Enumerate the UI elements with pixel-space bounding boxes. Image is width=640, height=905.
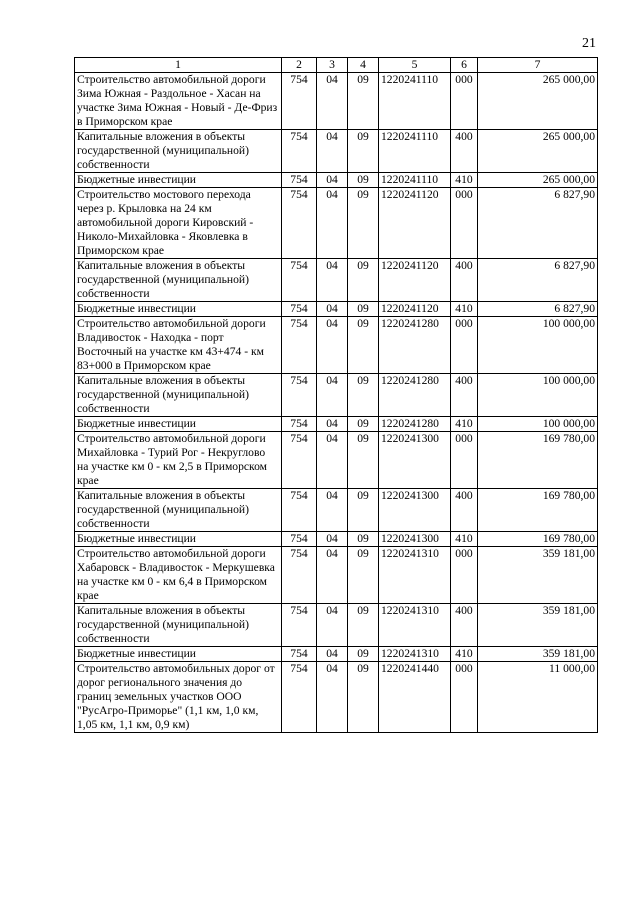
- subsection-code-cell: 09: [348, 259, 379, 302]
- header-row: [75, 58, 598, 73]
- section-code-cell: 04: [317, 173, 348, 188]
- subsection-code-cell: 09: [348, 302, 379, 317]
- target-article-cell: 1220241440: [379, 662, 451, 733]
- item-name-cell: Строительство автомобильной дороги Владивосток - Находка - порт Восточный на участке км 43+474 - км 83+000 в Приморском крае: [75, 317, 282, 374]
- subsection-code-cell: 09: [348, 188, 379, 259]
- ministry-code-cell: 754: [282, 188, 317, 259]
- ministry-code-cell: 754: [282, 432, 317, 489]
- table-row: [75, 317, 598, 374]
- item-name-cell: Строительство мостового перехода через р. Крыловка на 24 км автомобильной дороги Кировский - Николо-Михайловка - Яковлевка в Приморском крае: [75, 188, 282, 259]
- ministry-code-cell: 754: [282, 302, 317, 317]
- subsection-code-cell: 09: [348, 432, 379, 489]
- table-row: [75, 374, 598, 417]
- item-name-cell: Строительство автомобильных дорог от дорог регионального значения до границ земельных участков ООО "РусАгро-Приморье" (1,1 км, 1,0 км, 1,05 км, 1,1 км, 0,9 км): [75, 662, 282, 733]
- item-name-cell: Капитальные вложения в объекты государственной (муниципальной) собственности: [75, 130, 282, 173]
- table-row: [75, 532, 598, 547]
- subsection-code-cell: 09: [348, 647, 379, 662]
- target-article-cell: 1220241120: [379, 188, 451, 259]
- table-row: [75, 432, 598, 489]
- target-article-cell: 1220241120: [379, 302, 451, 317]
- amount-cell: 265 000,00: [478, 130, 598, 173]
- target-article-cell: 1220241120: [379, 259, 451, 302]
- section-code-cell: 04: [317, 130, 348, 173]
- expense-type-cell: 000: [451, 432, 478, 489]
- expense-type-cell: 000: [451, 547, 478, 604]
- table-row: [75, 417, 598, 432]
- item-name-cell: Капитальные вложения в объекты государственной (муниципальной) собственности: [75, 259, 282, 302]
- section-code-cell: 04: [317, 547, 348, 604]
- ministry-code-cell: 754: [282, 662, 317, 733]
- ministry-code-cell: 754: [282, 259, 317, 302]
- subsection-code-cell: 09: [348, 130, 379, 173]
- ministry-code-cell: 754: [282, 130, 317, 173]
- ministry-code-cell: 754: [282, 532, 317, 547]
- section-code-cell: 04: [317, 259, 348, 302]
- section-code-cell: 04: [317, 317, 348, 374]
- ministry-code-cell: 754: [282, 73, 317, 130]
- ministry-code-cell: 754: [282, 317, 317, 374]
- table-row: [75, 547, 598, 604]
- section-code-cell: 04: [317, 432, 348, 489]
- header-cell: 2: [282, 58, 317, 73]
- amount-cell: 11 000,00: [478, 662, 598, 733]
- expense-type-cell: 400: [451, 259, 478, 302]
- ministry-code-cell: 754: [282, 547, 317, 604]
- item-name-cell: Бюджетные инвестиции: [75, 417, 282, 432]
- item-name-cell: Капитальные вложения в объекты государственной (муниципальной) собственности: [75, 489, 282, 532]
- header-cell: 5: [379, 58, 451, 73]
- section-code-cell: 04: [317, 662, 348, 733]
- ministry-code-cell: 754: [282, 489, 317, 532]
- amount-cell: 169 780,00: [478, 532, 598, 547]
- table-row: [75, 647, 598, 662]
- subsection-code-cell: 09: [348, 417, 379, 432]
- ministry-code-cell: 754: [282, 417, 317, 432]
- target-article-cell: 1220241310: [379, 647, 451, 662]
- table-row: [75, 604, 598, 647]
- subsection-code-cell: 09: [348, 547, 379, 604]
- expense-type-cell: 400: [451, 489, 478, 532]
- amount-cell: 100 000,00: [478, 317, 598, 374]
- ministry-code-cell: 754: [282, 604, 317, 647]
- ministry-code-cell: 754: [282, 647, 317, 662]
- item-name-cell: Бюджетные инвестиции: [75, 302, 282, 317]
- section-code-cell: 04: [317, 489, 348, 532]
- target-article-cell: 1220241310: [379, 604, 451, 647]
- table-row: [75, 173, 598, 188]
- target-article-cell: 1220241300: [379, 489, 451, 532]
- section-code-cell: 04: [317, 417, 348, 432]
- target-article-cell: 1220241110: [379, 130, 451, 173]
- target-article-cell: 1220241110: [379, 173, 451, 188]
- table-body: [75, 73, 598, 733]
- subsection-code-cell: 09: [348, 73, 379, 130]
- amount-cell: 6 827,90: [478, 188, 598, 259]
- item-name-cell: Строительство автомобильной дороги Зима Южная - Раздольное - Хасан на участке Зима Южная - Новый - Де-Фриз в Приморском крае: [75, 73, 282, 130]
- page-number: 21: [582, 36, 596, 51]
- subsection-code-cell: 09: [348, 662, 379, 733]
- subsection-code-cell: 09: [348, 604, 379, 647]
- header-cell: 7: [478, 58, 598, 73]
- expense-type-cell: 410: [451, 417, 478, 432]
- target-article-cell: 1220241280: [379, 417, 451, 432]
- subsection-code-cell: 09: [348, 173, 379, 188]
- expense-type-cell: 000: [451, 662, 478, 733]
- target-article-cell: 1220241310: [379, 547, 451, 604]
- header-cell: 1: [75, 58, 282, 73]
- amount-cell: 6 827,90: [478, 302, 598, 317]
- amount-cell: 359 181,00: [478, 604, 598, 647]
- amount-cell: 100 000,00: [478, 374, 598, 417]
- section-code-cell: 04: [317, 374, 348, 417]
- subsection-code-cell: 09: [348, 317, 379, 374]
- expense-type-cell: 400: [451, 130, 478, 173]
- item-name-cell: Бюджетные инвестиции: [75, 532, 282, 547]
- target-article-cell: 1220241300: [379, 532, 451, 547]
- section-code-cell: 04: [317, 302, 348, 317]
- item-name-cell: Капитальные вложения в объекты государственной (муниципальной) собственности: [75, 374, 282, 417]
- item-name-cell: Капитальные вложения в объекты государственной (муниципальной) собственности: [75, 604, 282, 647]
- subsection-code-cell: 09: [348, 489, 379, 532]
- amount-cell: 6 827,90: [478, 259, 598, 302]
- header-cell: 3: [317, 58, 348, 73]
- target-article-cell: 1220241300: [379, 432, 451, 489]
- table-row: [75, 662, 598, 733]
- target-article-cell: 1220241280: [379, 317, 451, 374]
- header-cell: 6: [451, 58, 478, 73]
- target-article-cell: 1220241110: [379, 73, 451, 130]
- section-code-cell: 04: [317, 73, 348, 130]
- item-name-cell: Бюджетные инвестиции: [75, 173, 282, 188]
- table-row: [75, 489, 598, 532]
- header-cell: 4: [348, 58, 379, 73]
- section-code-cell: 04: [317, 188, 348, 259]
- table-row: [75, 188, 598, 259]
- expense-type-cell: 410: [451, 302, 478, 317]
- section-code-cell: 04: [317, 647, 348, 662]
- amount-cell: 265 000,00: [478, 173, 598, 188]
- section-code-cell: 04: [317, 532, 348, 547]
- table-row: [75, 302, 598, 317]
- amount-cell: 169 780,00: [478, 432, 598, 489]
- expense-type-cell: 410: [451, 647, 478, 662]
- ministry-code-cell: 754: [282, 374, 317, 417]
- subsection-code-cell: 09: [348, 532, 379, 547]
- amount-cell: 359 181,00: [478, 647, 598, 662]
- table-row: [75, 259, 598, 302]
- expense-type-cell: 000: [451, 73, 478, 130]
- expense-type-cell: 000: [451, 317, 478, 374]
- amount-cell: 169 780,00: [478, 489, 598, 532]
- amount-cell: 265 000,00: [478, 73, 598, 130]
- section-code-cell: 04: [317, 604, 348, 647]
- item-name-cell: Бюджетные инвестиции: [75, 647, 282, 662]
- expense-type-cell: 410: [451, 532, 478, 547]
- expense-type-cell: 400: [451, 374, 478, 417]
- expense-type-cell: 000: [451, 188, 478, 259]
- expense-type-cell: 400: [451, 604, 478, 647]
- item-name-cell: Строительство автомобильной дороги Михайловка - Турий Рог - Некруглово на участке км 0 - км 2,5 в Приморском крае: [75, 432, 282, 489]
- budget-table: [74, 57, 598, 733]
- amount-cell: 100 000,00: [478, 417, 598, 432]
- table-row: [75, 130, 598, 173]
- ministry-code-cell: 754: [282, 173, 317, 188]
- table-row: [75, 73, 598, 130]
- target-article-cell: 1220241280: [379, 374, 451, 417]
- amount-cell: 359 181,00: [478, 547, 598, 604]
- subsection-code-cell: 09: [348, 374, 379, 417]
- item-name-cell: Строительство автомобильной дороги Хабаровск - Владивосток - Меркушевка на участке км 0 - км 6,4 в Приморском крае: [75, 547, 282, 604]
- expense-type-cell: 410: [451, 173, 478, 188]
